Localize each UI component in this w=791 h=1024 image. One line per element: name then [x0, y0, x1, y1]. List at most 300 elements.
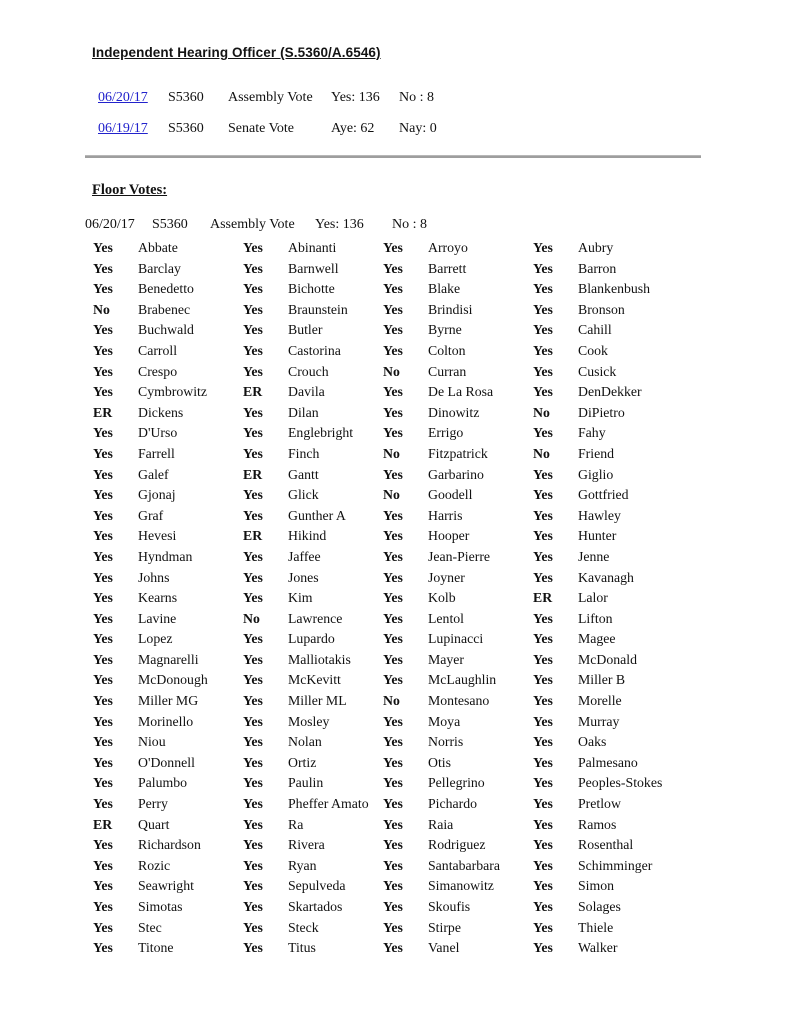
member-name: Farrell [138, 445, 175, 461]
vote-value: Yes [383, 919, 403, 935]
vote-cell [93, 899, 243, 915]
vote-cell [383, 508, 533, 524]
member-name: Hunter [578, 528, 617, 544]
vote-cell [93, 590, 243, 606]
member-name: Hooper [428, 528, 470, 544]
member-name: Richardson [138, 837, 201, 853]
member-name: Ramos [578, 816, 617, 832]
vote-value: Yes [383, 281, 403, 297]
member-name: Morelle [578, 693, 622, 709]
vote-value: Yes [243, 281, 263, 297]
vote-cell [533, 281, 691, 297]
member-name: Byrne [428, 322, 462, 338]
member-name: Jaffee [288, 548, 321, 564]
vote-cell [383, 364, 533, 380]
member-name: Curran [428, 363, 467, 379]
horizontal-divider [85, 155, 701, 158]
vote-row [93, 302, 691, 323]
vote-value: Yes [243, 837, 263, 853]
member-name: Norris [428, 734, 464, 750]
member-name: Johns [138, 569, 170, 585]
member-name: Raia [428, 816, 454, 832]
vote-cell [533, 261, 691, 277]
member-name: Otis [428, 754, 451, 770]
vote-value: Yes [93, 445, 113, 461]
vote-cell [533, 590, 691, 606]
vote-value: Yes [93, 507, 113, 523]
assembly-vote-date-link[interactable]: 06/20/17 [98, 90, 148, 105]
member-name: Friend [578, 445, 615, 461]
vote-value: Yes [383, 548, 403, 564]
vote-cell [93, 755, 243, 771]
vote-row [93, 714, 691, 735]
vote-value: Yes [93, 919, 113, 935]
vote-value: Yes [93, 281, 113, 297]
vote-value: No [243, 610, 260, 626]
vote-cell [243, 858, 383, 874]
member-name: Hawley [578, 507, 621, 523]
vote-cell [93, 281, 243, 297]
vote-cell [533, 940, 691, 956]
vote-grid [93, 240, 691, 961]
vote-row [93, 899, 691, 920]
member-name: Davila [288, 384, 325, 400]
vote-cell [383, 672, 533, 688]
member-name: Magee [578, 631, 616, 647]
vote-row [93, 384, 691, 405]
vote-value: Yes [383, 796, 403, 812]
vote-cell [243, 590, 383, 606]
member-name: Titone [138, 940, 174, 956]
vote-row [93, 858, 691, 879]
member-name: Paulin [288, 775, 324, 791]
vote-cell [93, 425, 243, 441]
vote-value: Yes [383, 569, 403, 585]
vote-cell [243, 528, 383, 544]
member-name: Barron [578, 260, 617, 276]
member-name: Finch [288, 445, 320, 461]
vote-cell [243, 775, 383, 791]
member-name: Cook [578, 342, 608, 358]
vote-row [93, 755, 691, 776]
vote-cell [533, 343, 691, 359]
vote-cell [243, 631, 383, 647]
vote-value: Yes [93, 796, 113, 812]
vote-value: Yes [383, 672, 403, 688]
member-name: Aubry [578, 240, 614, 255]
vote-row [93, 652, 691, 673]
vote-cell [243, 322, 383, 338]
vote-cell [533, 631, 691, 647]
vote-cell [243, 652, 383, 668]
vote-cell [533, 734, 691, 750]
vote-row [93, 322, 691, 343]
vote-cell [533, 899, 691, 915]
vote-cell [93, 796, 243, 812]
member-name: Abinanti [288, 240, 337, 255]
vote-value: Yes [383, 301, 403, 317]
vote-cell [93, 775, 243, 791]
vote-value: No [93, 301, 110, 317]
vote-value: Yes [93, 651, 113, 667]
vote-cell [93, 364, 243, 380]
vote-cell [533, 384, 691, 400]
vote-value: Yes [533, 878, 553, 894]
vote-value: Yes [383, 404, 403, 420]
vote-cell [383, 796, 533, 812]
vote-value: ER [533, 590, 553, 606]
vote-row [93, 240, 691, 261]
vote-value: Yes [533, 693, 553, 709]
member-name: Kavanagh [578, 569, 634, 585]
vote-value: Yes [383, 507, 403, 523]
vote-value: Yes [533, 610, 553, 626]
vote-cell [383, 322, 533, 338]
vote-cell [383, 693, 533, 709]
vote-cell [93, 261, 243, 277]
vote-cell [383, 652, 533, 668]
vote-cell [383, 920, 533, 936]
vote-value: Yes [93, 899, 113, 914]
vote-cell [533, 796, 691, 812]
vote-cell [383, 384, 533, 400]
vote-value: Yes [243, 363, 263, 379]
vote-value: Yes [533, 672, 553, 688]
member-name: Miller ML [288, 693, 347, 709]
member-name: Hevesi [138, 528, 177, 544]
vote-value: Yes [243, 548, 263, 564]
vote-row [93, 446, 691, 467]
vote-row [93, 343, 691, 364]
vote-value: Yes [93, 693, 113, 709]
member-name: Fitzpatrick [428, 445, 488, 461]
vote-value: Yes [383, 240, 403, 255]
member-name: Malliotakis [288, 651, 351, 667]
vote-value: ER [243, 466, 263, 482]
vote-row [93, 590, 691, 611]
vote-cell [383, 775, 533, 791]
vote-row [93, 487, 691, 508]
member-name: Kim [288, 590, 313, 606]
vote-cell [383, 755, 533, 771]
vote-value: Yes [383, 322, 403, 338]
vote-cell [243, 693, 383, 709]
member-name: Gantt [288, 466, 319, 482]
member-name: Cahill [578, 322, 612, 338]
vote-cell [533, 878, 691, 894]
subtitle-chamber: Assembly Vote [210, 217, 295, 232]
vote-value: Yes [243, 919, 263, 935]
vote-value: Yes [93, 240, 113, 255]
member-name: Pretlow [578, 796, 621, 812]
member-name: Rodriguez [428, 837, 486, 853]
member-name: Fahy [578, 425, 606, 441]
vote-cell [533, 528, 691, 544]
member-name: Schimminger [578, 857, 653, 873]
member-name: McDonough [138, 672, 208, 688]
member-name: Lawrence [288, 610, 343, 626]
member-name: De La Rosa [428, 384, 494, 400]
vote-cell [383, 240, 533, 256]
member-name: Gjonaj [138, 487, 176, 503]
vote-value: Yes [383, 342, 403, 358]
vote-value: Yes [533, 940, 553, 956]
member-name: Kearns [138, 590, 178, 606]
vote-value: Yes [93, 384, 113, 400]
vote-value: Yes [533, 899, 553, 914]
member-name: Barrett [428, 260, 467, 276]
vote-cell [93, 570, 243, 586]
member-name: Palmesano [578, 754, 638, 770]
member-name: Ra [288, 816, 304, 832]
vote-cell [243, 343, 383, 359]
vote-value: Yes [383, 713, 403, 729]
vote-value: No [383, 445, 400, 461]
vote-cell [533, 817, 691, 833]
member-name: Murray [578, 713, 620, 729]
member-name: Carroll [138, 342, 178, 358]
vote-cell [533, 364, 691, 380]
member-name: Colton [428, 342, 466, 358]
vote-cell [533, 405, 691, 421]
vote-value: Yes [533, 796, 553, 812]
vote-cell [533, 652, 691, 668]
member-name: Lopez [138, 631, 173, 647]
vote-cell [383, 631, 533, 647]
member-name: Giglio [578, 466, 614, 482]
member-name: Dilan [288, 404, 319, 420]
vote-cell [243, 261, 383, 277]
vote-cell [383, 734, 533, 750]
vote-cell [93, 611, 243, 627]
vote-value: Yes [93, 487, 113, 503]
vote-cell [383, 570, 533, 586]
member-name: Jones [288, 569, 319, 585]
vote-cell [243, 672, 383, 688]
vote-cell [383, 281, 533, 297]
member-name: Buchwald [138, 322, 194, 338]
vote-value: Yes [533, 651, 553, 667]
member-name: Benedetto [138, 281, 194, 297]
vote-value: ER [93, 404, 113, 420]
vote-value: Yes [93, 322, 113, 338]
vote-row [93, 878, 691, 899]
vote-cell [533, 755, 691, 771]
vote-cell [93, 322, 243, 338]
vote-value: Yes [243, 857, 263, 873]
vote-cell [243, 899, 383, 915]
member-name: Pheffer Amato [288, 796, 369, 812]
vote-cell [533, 549, 691, 565]
bill-number: S5360 [168, 121, 204, 136]
member-name: Simanowitz [428, 878, 494, 894]
vote-cell [93, 549, 243, 565]
vote-cell [93, 467, 243, 483]
subtitle-yes-count: Yes: 136 [315, 217, 364, 232]
vote-cell [93, 652, 243, 668]
member-name: Mosley [288, 713, 330, 729]
vote-cell [93, 734, 243, 750]
vote-cell [533, 446, 691, 462]
vote-row [93, 425, 691, 446]
vote-cell [533, 837, 691, 853]
vote-cell [93, 405, 243, 421]
vote-row [93, 549, 691, 570]
vote-cell [383, 343, 533, 359]
vote-cell [243, 508, 383, 524]
vote-cell [243, 796, 383, 812]
vote-value: Yes [533, 857, 553, 873]
member-name: Skoufis [428, 899, 471, 914]
vote-value: Yes [93, 734, 113, 750]
subtitle-date: 06/20/17 [85, 217, 135, 232]
member-name: Graf [138, 507, 164, 523]
vote-value: Yes [93, 878, 113, 894]
member-name: Miller MG [138, 693, 199, 709]
vote-value: Yes [93, 590, 113, 606]
vote-value: No [383, 693, 400, 709]
vote-cell [93, 302, 243, 318]
vote-value: Yes [243, 445, 263, 461]
vote-row [93, 920, 691, 941]
vote-cell [533, 570, 691, 586]
vote-value: Yes [533, 466, 553, 482]
vote-row [93, 672, 691, 693]
vote-value: Yes [533, 528, 553, 544]
vote-value: Yes [93, 528, 113, 544]
member-name: O'Donnell [138, 754, 195, 770]
vote-cell [383, 261, 533, 277]
member-name: Mayer [428, 651, 465, 667]
vote-cell [383, 611, 533, 627]
vote-cell [93, 878, 243, 894]
member-name: Brindisi [428, 301, 473, 317]
vote-value: No [383, 363, 400, 379]
vote-value: No [533, 404, 550, 420]
vote-value: Yes [383, 528, 403, 544]
member-name: Nolan [288, 734, 322, 750]
member-name: Lavine [138, 610, 177, 626]
vote-value: Yes [533, 569, 553, 585]
subtitle-no-count: No : 8 [392, 217, 427, 232]
member-name: Peoples-Stokes [578, 775, 663, 791]
member-name: Blankenbush [578, 281, 651, 297]
vote-row [93, 261, 691, 282]
member-name: Bronson [578, 301, 625, 317]
member-name: Blake [428, 281, 461, 297]
vote-cell [383, 817, 533, 833]
vote-cell [383, 590, 533, 606]
vote-cell [93, 920, 243, 936]
vote-value: Yes [383, 651, 403, 667]
vote-cell [243, 734, 383, 750]
vote-cell [383, 899, 533, 915]
vote-cell [383, 940, 533, 956]
vote-cell [243, 817, 383, 833]
vote-row [93, 693, 691, 714]
member-name: Santabarbara [428, 857, 501, 873]
member-name: Stirpe [428, 919, 461, 935]
vote-cell [533, 714, 691, 730]
vote-value: ER [243, 528, 263, 544]
vote-value: Yes [243, 651, 263, 667]
vote-cell [383, 878, 533, 894]
vote-row [93, 611, 691, 632]
member-name: Rivera [288, 837, 325, 853]
member-name: Arroyo [428, 240, 468, 255]
vote-value: Yes [93, 569, 113, 585]
vote-value: Yes [383, 754, 403, 770]
vote-value: Yes [243, 342, 263, 358]
vote-cell [243, 384, 383, 400]
vote-row [93, 837, 691, 858]
vote-value: Yes [383, 610, 403, 626]
vote-row [93, 570, 691, 591]
vote-cell [243, 240, 383, 256]
vote-cell [243, 755, 383, 771]
vote-value: Yes [533, 260, 553, 276]
vote-summary-section [98, 90, 437, 152]
member-name: Galef [138, 466, 169, 482]
vote-cell [533, 858, 691, 874]
vote-cell [243, 405, 383, 421]
vote-value: Yes [383, 734, 403, 750]
vote-value: Yes [93, 672, 113, 688]
member-name: McKevitt [288, 672, 341, 688]
vote-cell [243, 281, 383, 297]
floor-votes-heading: Floor Votes: [92, 182, 168, 198]
member-name: DenDekker [578, 384, 642, 400]
member-name: Lentol [428, 610, 465, 626]
member-name: Jean-Pierre [428, 548, 491, 564]
member-name: Hikind [288, 528, 327, 544]
member-name: Kolb [428, 590, 456, 606]
member-name: Hyndman [138, 548, 193, 564]
member-name: Gottfried [578, 487, 629, 503]
vote-value: Yes [383, 631, 403, 647]
member-name: Niou [138, 734, 166, 750]
member-name: Pellegrino [428, 775, 485, 791]
member-name: Ryan [288, 857, 317, 873]
nay-count: Nay: 0 [399, 121, 437, 136]
vote-value: Yes [383, 260, 403, 276]
vote-value: Yes [243, 301, 263, 317]
member-name: Lupardo [288, 631, 335, 647]
vote-value: Yes [243, 425, 263, 441]
member-name: Moya [428, 713, 461, 729]
vote-cell [383, 405, 533, 421]
vote-value: Yes [383, 940, 403, 956]
vote-value: Yes [533, 363, 553, 379]
senate-vote-date-link[interactable]: 06/19/17 [98, 121, 148, 136]
vote-cell [533, 508, 691, 524]
vote-cell [243, 920, 383, 936]
vote-cell [93, 384, 243, 400]
vote-cell [383, 549, 533, 565]
subtitle-bill: S5360 [152, 217, 188, 232]
vote-value: Yes [243, 878, 263, 894]
vote-cell [93, 940, 243, 956]
member-name: Titus [288, 940, 316, 956]
member-name: Cymbrowitz [138, 384, 207, 400]
vote-row [93, 364, 691, 385]
chamber-label: Senate Vote [228, 121, 294, 136]
vote-cell [383, 837, 533, 853]
vote-value: Yes [533, 487, 553, 503]
member-name: Dickens [138, 404, 184, 420]
vote-value: Yes [93, 260, 113, 276]
vote-cell [243, 714, 383, 730]
